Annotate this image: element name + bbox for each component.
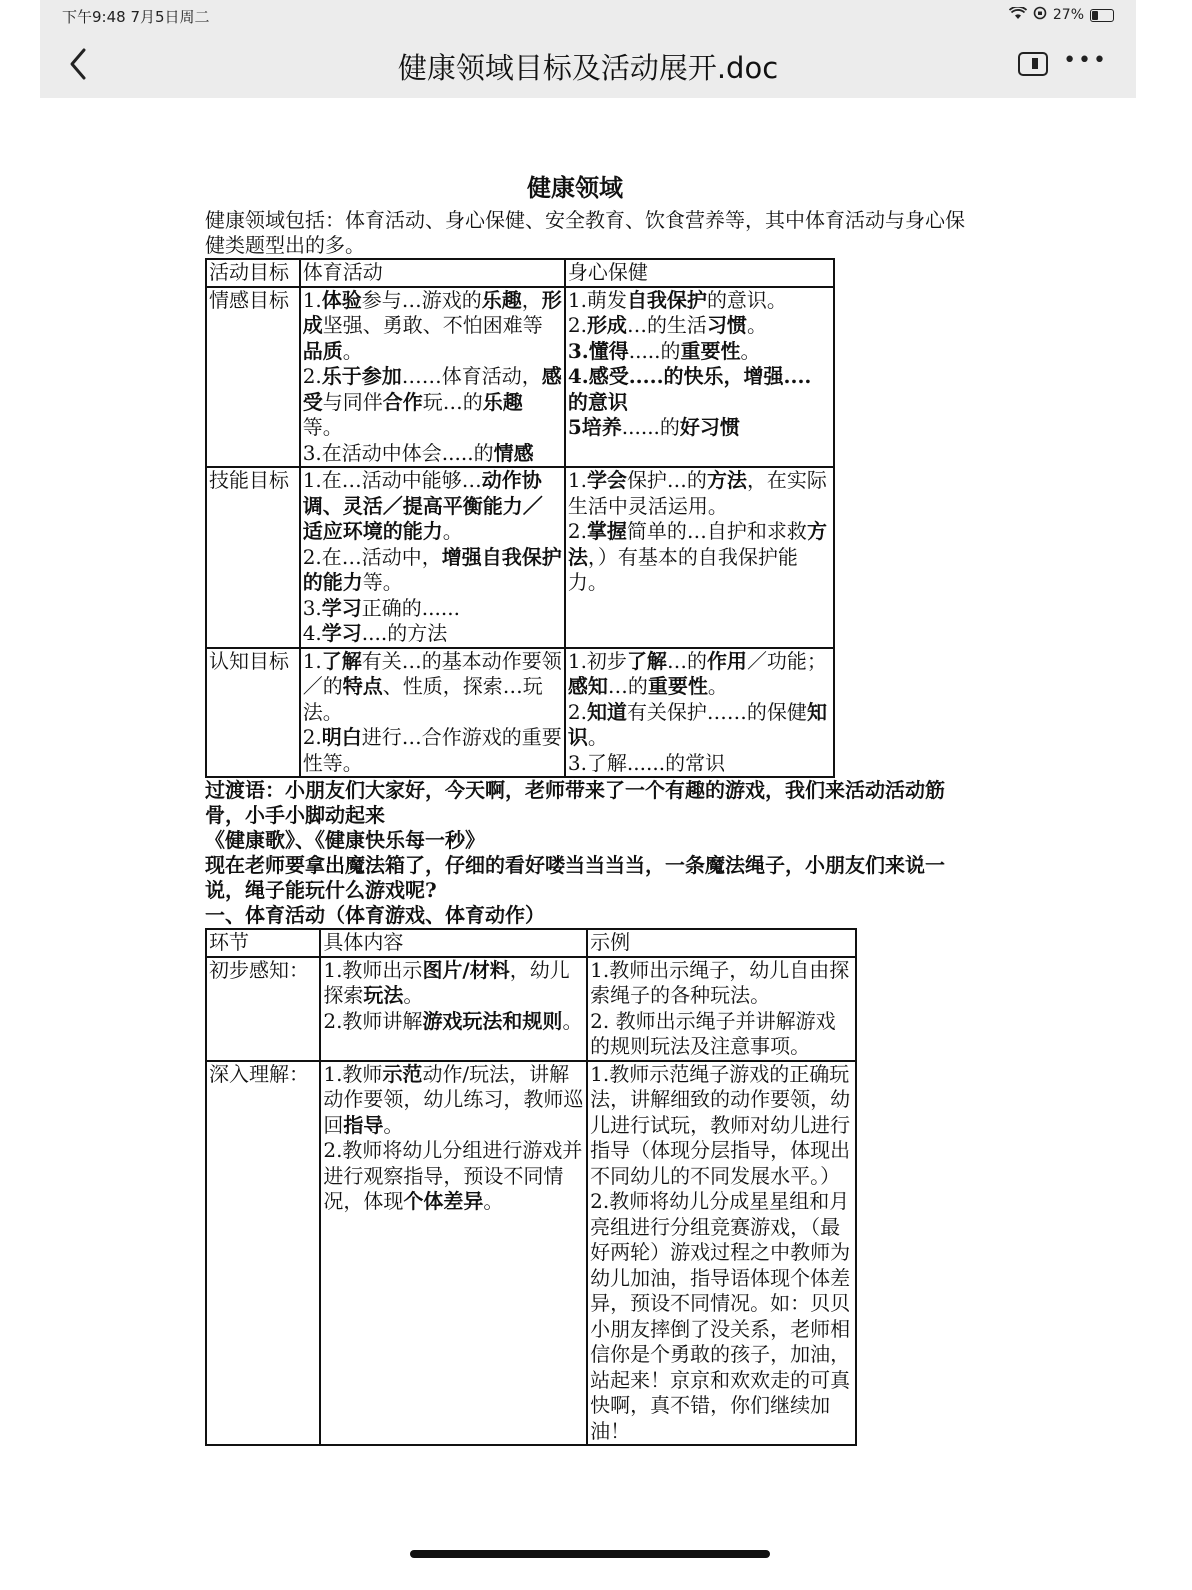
section-heading: 一、体育活动（体育游戏、体育动作） bbox=[205, 903, 545, 927]
activity-table bbox=[205, 928, 857, 1446]
row-label: 认知目标 bbox=[206, 648, 300, 778]
row-label: 情感目标 bbox=[206, 287, 300, 468]
stage-label: 初步感知： bbox=[206, 957, 320, 1061]
goals-header-cell: 身心保健 bbox=[565, 259, 834, 287]
row-label: 技能目标 bbox=[206, 467, 300, 648]
pe-goal-cell: 1.了解有关…的基本动作要领／的特点、性质，探索…玩法。 2.明白进行…合作游戏的重要性等。 bbox=[300, 648, 565, 778]
table-row bbox=[206, 467, 834, 648]
activity-header-cell: 示例 bbox=[587, 929, 856, 957]
activity-header-cell: 环节 bbox=[206, 929, 320, 957]
magic-box-text: 现在老师要拿出魔法箱了，仔细的看好喽当当当当，一条魔法绳子，小朋友们来说一说，绳子能玩什么游戏呢? bbox=[205, 853, 945, 902]
goals-header-row bbox=[206, 259, 834, 287]
table-row bbox=[206, 287, 834, 468]
goals-header-cell: 体育活动 bbox=[300, 259, 565, 287]
table-row bbox=[206, 957, 856, 1061]
document-body bbox=[205, 172, 965, 1446]
content-cell: 1.教师出示图片/材料，幼儿探索玩法。 2.教师讲解游戏玩法和规则。 bbox=[320, 957, 587, 1061]
goals-header-cell: 活动目标 bbox=[206, 259, 300, 287]
doc-heading: 健康领域 bbox=[527, 174, 623, 202]
back-button[interactable] bbox=[64, 44, 92, 84]
top-bar bbox=[40, 0, 1136, 98]
intro-paragraph: 健康领域包括：体育活动、身心保健、安全教育、饮食营养等，其中体育活动与身心保健类题型出的多。 bbox=[205, 208, 965, 257]
battery-icon bbox=[1090, 9, 1114, 22]
health-goal-cell: 1.初步了解…的作用／功能；感知…的重要性。 2.知道有关保护……的保健知识。 3.了解......的常识 bbox=[565, 648, 834, 778]
transition-text: 过渡语：小朋友们大家好，今天啊，老师带来了一个有趣的游戏，我们来活动活动筋骨，小手小脚动起来 bbox=[205, 778, 945, 827]
table-row bbox=[206, 648, 834, 778]
activity-header-cell: 具体内容 bbox=[320, 929, 587, 957]
pe-goal-cell: 1.体验参与…游戏的乐趣，形成坚强、勇敢、不怕困难等品质。 2.乐于参加……体育活动，感受与同伴合作玩…的乐趣等。 3.在活动中体会.....的情感 bbox=[300, 287, 565, 468]
example-cell: 1.教师示范绳子游戏的正确玩法，讲解细致的动作要领，幼儿进行试玩，教师对幼儿进行指导（体现分层指导，体现出不同幼儿的不同发展水平。） 2.教师将幼儿分成星星组和月亮组进行分组竞赛游戏，（最好两轮）游戏过程之中教师为幼儿加油，指导语体现个体差异，预设不同情况。如：贝贝小朋友摔倒了没关系，老师相信你是个勇敢的孩子，加油，站起来！京京和欢欢走的可真快啊，真不错，你们继续加油！ bbox=[587, 1061, 856, 1446]
wifi-icon bbox=[1009, 7, 1027, 24]
activity-header-row bbox=[206, 929, 856, 957]
songs-text: 《健康歌》、《健康快乐每一秒》 bbox=[205, 828, 485, 852]
chevron-left-icon bbox=[64, 44, 92, 84]
document-title: 健康领域目标及活动展开.doc bbox=[397, 51, 779, 85]
goals-table bbox=[205, 258, 835, 778]
health-goal-cell: 1.萌发自我保护的意识。 2.形成…的生活习惯。 3.懂得.....的重要性。 4.感受.....的快乐，增强....的意识 5培养......的好习惯 bbox=[565, 287, 834, 468]
content-cell: 1.教师示范动作/玩法，讲解动作要领，幼儿练习，教师巡回指导。 2.教师将幼儿分组进行游戏并进行观察指导，预设不同情况，体现个体差异。 bbox=[320, 1061, 587, 1446]
pe-goal-cell: 1.在…活动中能够…动作协调、灵活／提高平衡能力／适应环境的能力。 2.在…活动中，增强自我保护的能力等。 3.学习正确的...... 4.学习....的方法 bbox=[300, 467, 565, 648]
home-indicator[interactable] bbox=[410, 1550, 770, 1558]
status-time: 下午9:48 7月5日周二 bbox=[62, 8, 210, 26]
reader-mode-icon[interactable] bbox=[1018, 52, 1048, 76]
example-cell: 1.教师出示绳子，幼儿自由探索绳子的各种玩法。 2. 教师出示绳子并讲解游戏的规则玩法及注意事项。 bbox=[587, 957, 856, 1061]
more-options-icon[interactable]: ••• bbox=[1063, 48, 1108, 73]
health-goal-cell: 1.学会保护…的方法，在实际生活中灵活运用。 2.掌握简单的…自护和求救方法，）有基本的自我保护能力。 bbox=[565, 467, 834, 648]
lock-rotation-icon bbox=[1033, 6, 1047, 24]
table-row bbox=[206, 1061, 856, 1446]
battery-percent: 27% bbox=[1052, 7, 1084, 23]
status-indicators bbox=[1009, 6, 1114, 24]
stage-label: 深入理解： bbox=[206, 1061, 320, 1446]
